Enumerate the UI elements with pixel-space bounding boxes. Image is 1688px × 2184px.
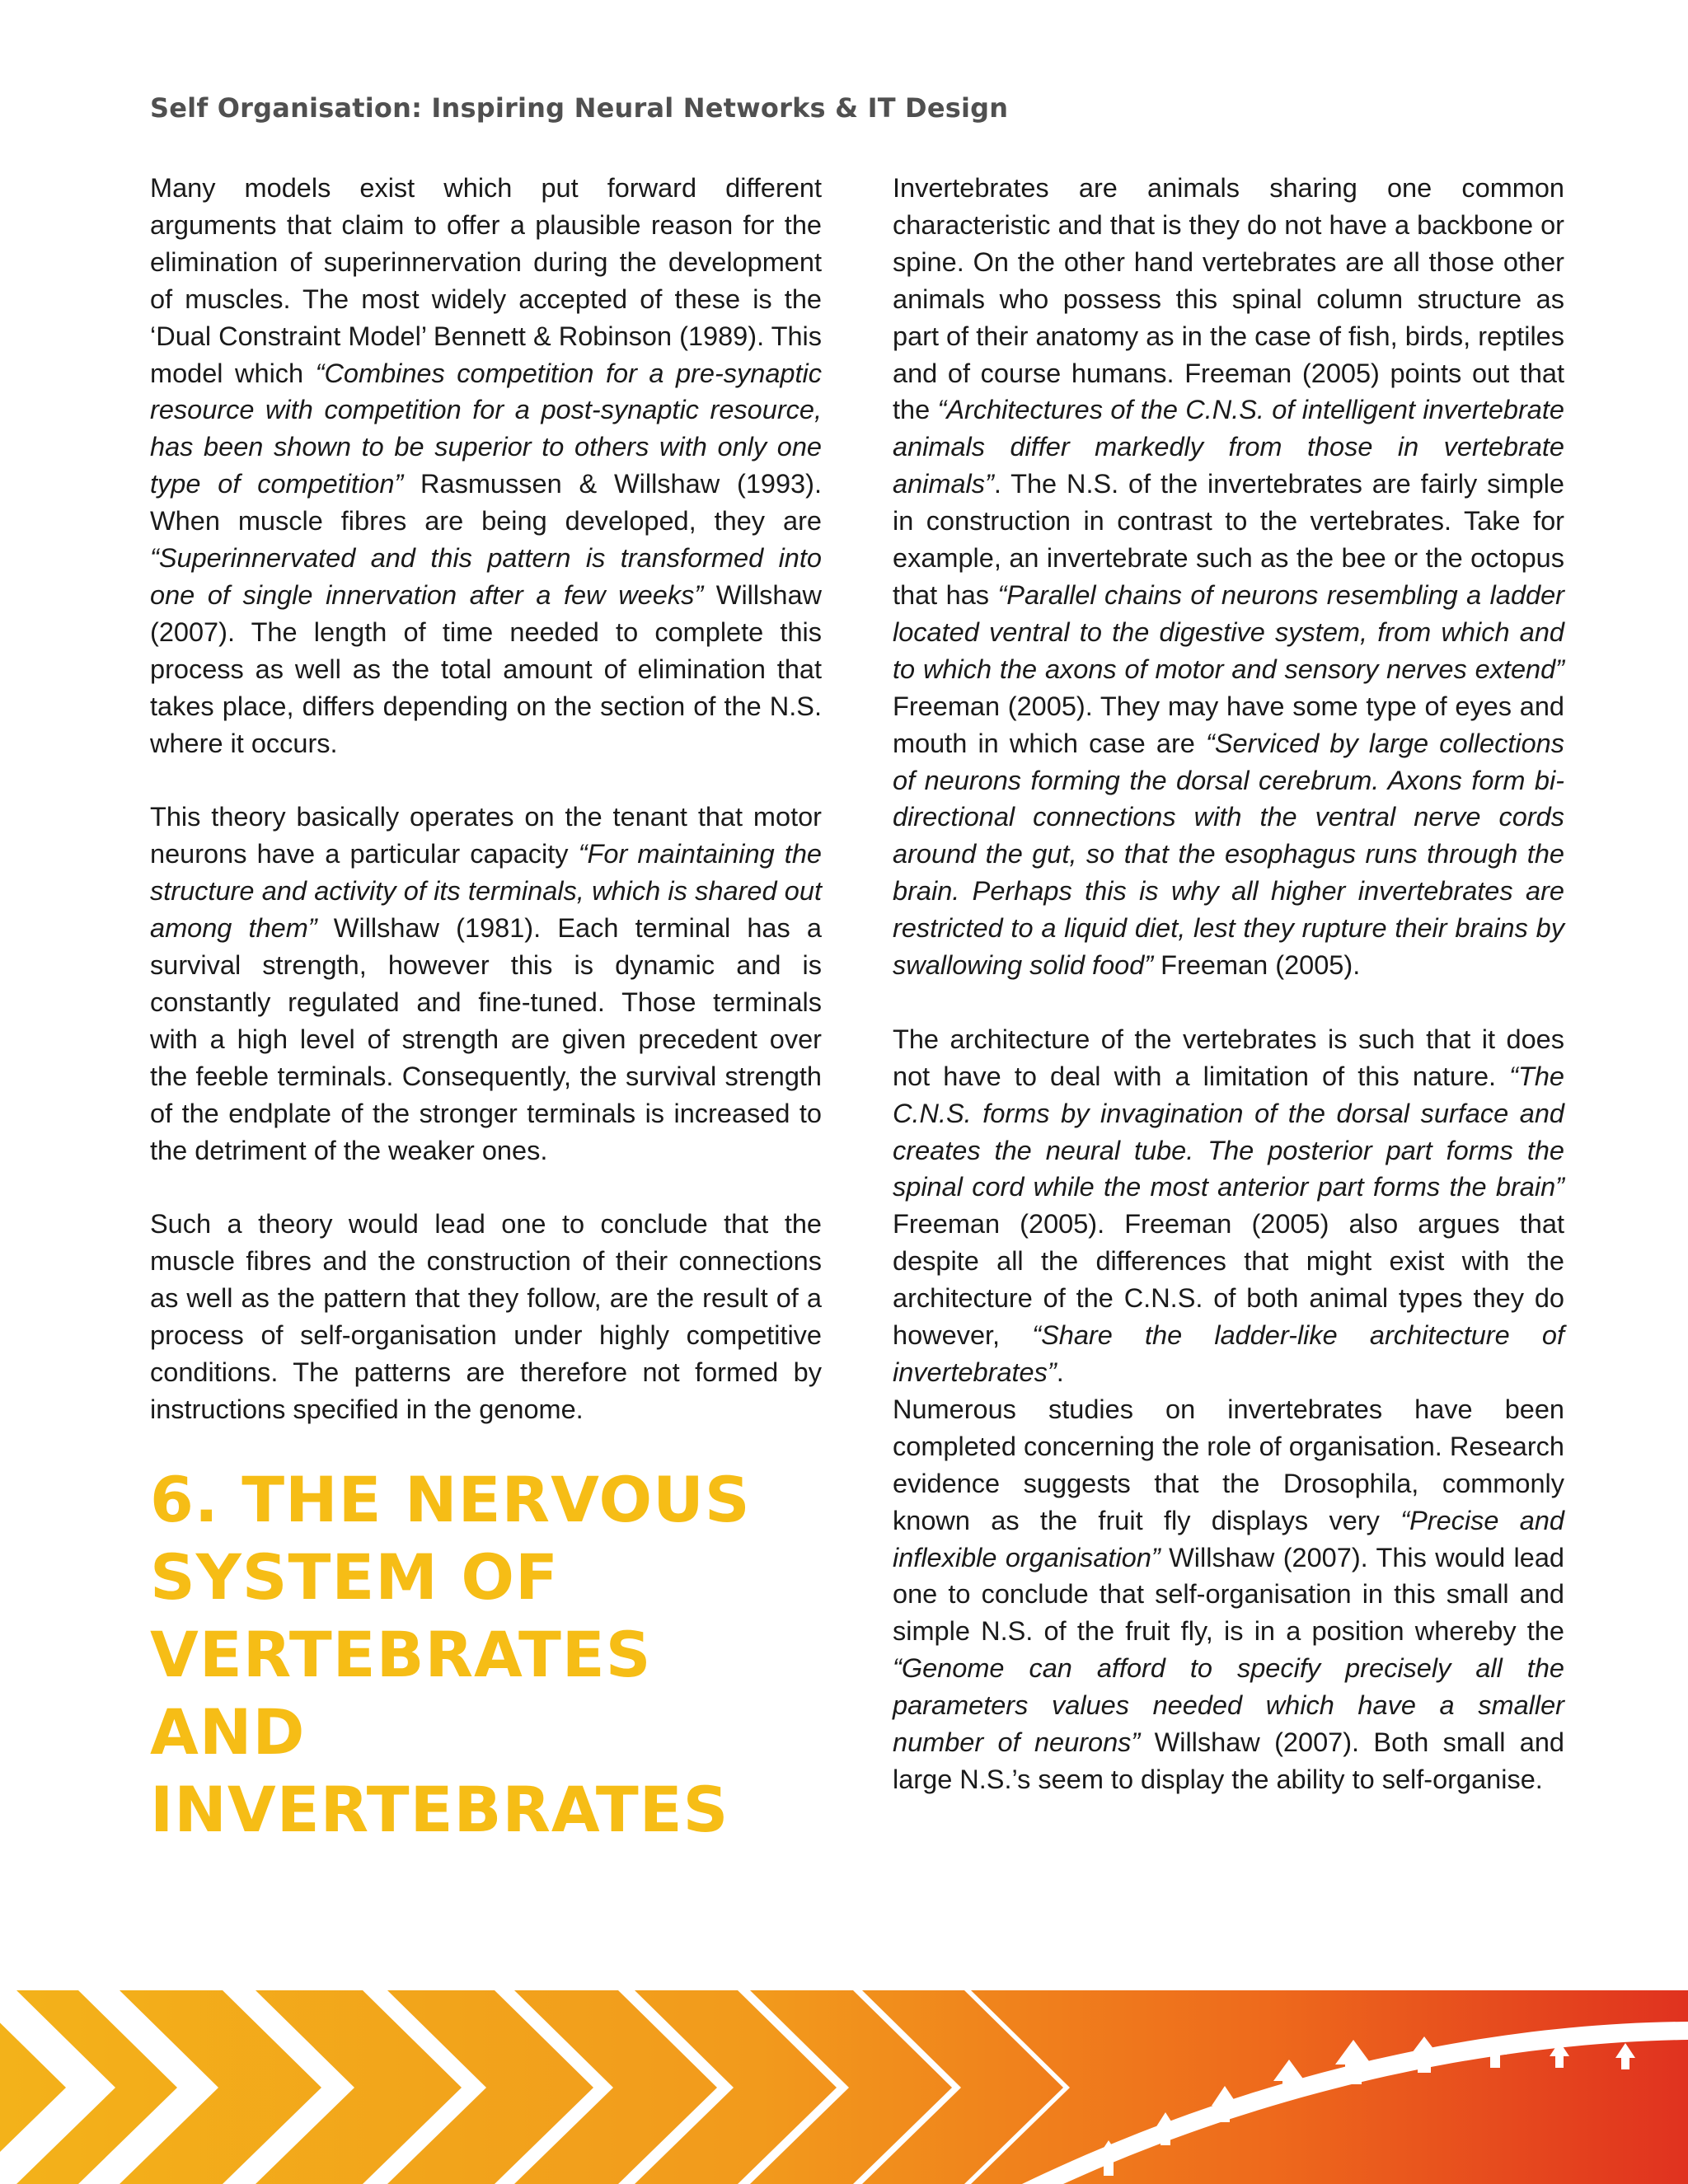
body-text-run: . [1056,1357,1064,1387]
body-text-run: This theory basically operates on the tenant that motor neurons have a particular capacity [150,802,822,869]
right-paragraph-3 [893,1391,1564,1798]
body-text-run: Many models exist which put forward different arguments that claim to offer a plausible reason for the elimination of superinnervation during the development of muscles. The most widely accepted of these is the ‘Dual Constraint Model’ Bennett & Robinson (1989). This model which [150,173,822,388]
body-text-run: . The N.S. of the invertebrates are fairly simple in construction in contrast to the vertebrates. Take for example, an invertebrate such as the bee or the octopus that has [893,469,1564,610]
quoted-italic-text: “The C.N.S. forms by invagination of the dorsal surface and creates the neural tube. The posterior part forms the spinal cord while the most anterior part forms the brain” [893,1061,1564,1202]
left-paragraph-1 [150,170,822,762]
quoted-italic-text: “Superinnervated and this pattern is transformed into one of single innervation after a few weeks” [150,543,822,610]
body-text-run: Willshaw (2007). This would lead one to conclude that self-organisation in this small and simple N.S. of the fruit fly, is in a position whereby the [893,1542,1564,1647]
body-text-run: Freeman (2005). They may have some type of eyes and mouth in which case are [893,691,1564,758]
body-text-run: Willshaw (2007). The length of time needed to complete this process as well as the total amount of elimination that takes place, differs depending on the section of the N.S. where it occurs. [150,579,822,758]
body-text-run: Invertebrates are animals sharing one common characteristic and that is they do not have a backbone or spine. On the other hand vertebrates are all those other animals who possess this spinal column structure as part of their anatomy as in the case of fish, birds, reptiles and of course humans. Freeman (2005) points out that the [893,173,1564,425]
body-text-run: Willshaw (2007). Both small and large N.S.’s seem to display the ability to self-organise. [893,1727,1564,1794]
section-heading: 6. THE NERVOUS SYSTEM OF VERTEBRATES AND INVERTEBRATES [150,1462,751,1846]
left-paragraph-3 [150,1206,822,1427]
body-text-run: Willshaw (1981). Each terminal has a survival strength, however this is dynamic and is constantly regulated and fine-tuned. Those terminals with a high level of strength are given precedent over the feeble terminals. Consequently, the survival strength of the endplate of the stronger terminals is increased to the detriment of the weaker ones. [150,913,822,1165]
body-text-run: Such a theory would lead one to conclude that the muscle fibres and the construction of their connections as well as the pattern that they follow, are the result of a process of self-organisation under highly competitive conditions. The patterns are therefore not formed by instructions specified in the genome. [150,1209,822,1424]
quoted-italic-text: “Combines competition for a pre-synaptic resource with competition for a post-synaptic resource, has been shown to be superior to others with only one type of competition” [150,358,822,499]
running-header: Self Organisation: Inspiring Neural Networks & IT Design [150,92,1009,124]
body-text-run: Numerous studies on invertebrates have been completed concerning the role of organisation. Research evidence suggests that the Drosophila, commonly known as the fruit fly displays very [893,1394,1564,1535]
left-column [150,170,822,1849]
body-text-run: The architecture of the vertebrates is such that it does not have to deal with a limitation of this nature. [893,1024,1564,1091]
body-text-run: Freeman (2005). [1153,950,1361,981]
quoted-italic-text: “Architectures of the C.N.S. of intelligent invertebrate animals differ markedly from those in vertebrate animals” [893,395,1564,499]
right-paragraph-1 [893,170,1564,984]
quoted-italic-text: “Share the ladder-like architecture of invertebrates” [893,1320,1564,1387]
right-column [893,170,1564,1798]
left-paragraph-2 [150,799,822,1169]
right-paragraph-2 [893,1021,1564,1391]
quoted-italic-text: “Parallel chains of neurons resembling a ladder located ventral to the digestive system, from which and to which the axons of motor and sensory nerves extend” [893,579,1564,684]
quoted-italic-text: “Serviced by large collections of neurons forming the dorsal cerebrum. Axons form bi-directional connections with the ventral nerve cords around the gut, so that the esophagus runs through the brain. Perhaps this is why all higher invertebrates are restricted to a liquid diet, lest they rupture their brains by swallowing solid food” [893,728,1564,981]
quoted-italic-text: “For maintaining the structure and activity of its terminals, which is shared out among them” [150,839,822,944]
quoted-italic-text: “Precise and inflexible organisation” [893,1505,1564,1572]
footer-decorative-band [0,1990,1688,2184]
body-text-run: Freeman (2005). Freeman (2005) also argues that despite all the differences that might exist with the architecture of the C.N.S. of both animal types they do however, [893,1209,1564,1351]
body-text-run: Rasmussen & Willshaw (1993). When muscle fibres are being developed, they are [150,469,822,537]
quoted-italic-text: “Genome can afford to specify precisely all the parameters values needed which have a smaller number of neurons” [893,1653,1564,1758]
